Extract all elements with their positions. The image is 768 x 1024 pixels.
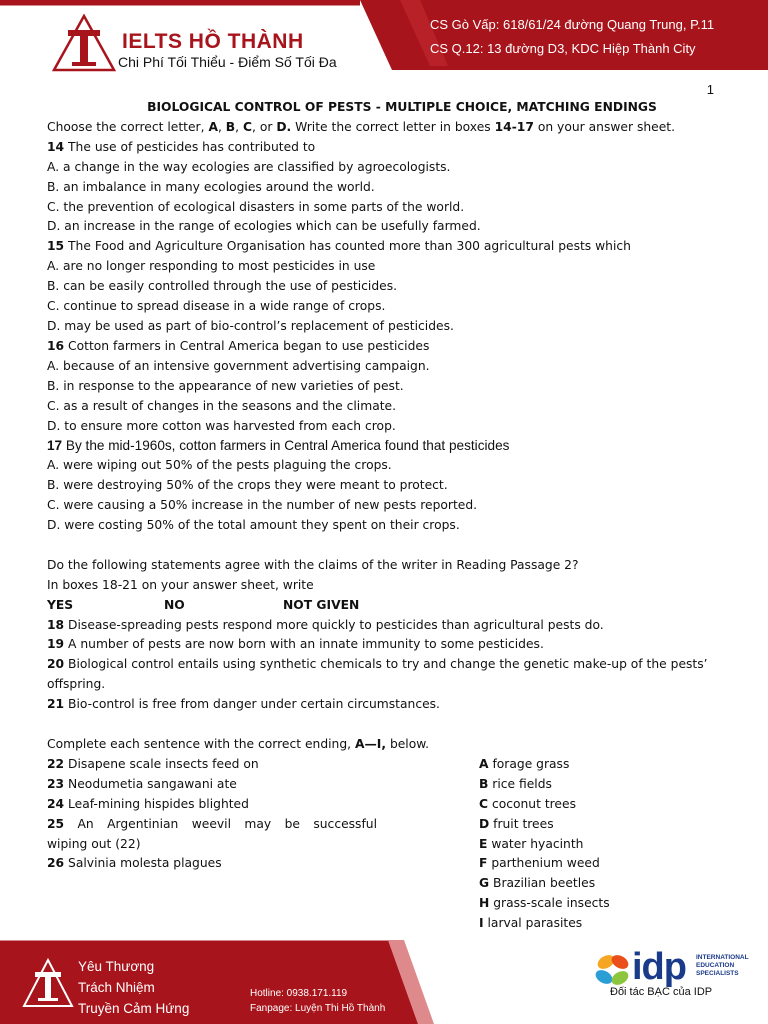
sentence-stems [47,755,377,874]
footer-mottos [78,956,189,1019]
question-stem [47,237,727,257]
stem-text: Disapene scale insects feed on [64,756,259,771]
footer-contact [250,986,385,1016]
answer-option: A. were wiping out 50% of the pests plaguing the crops. [47,458,392,473]
answer-option: A. are no longer responding to most pesticides in use [47,259,376,274]
idp-partner-text: Đối tác BẠC của IDP [610,986,713,998]
statement-text: Disease-spreading pests respond more quickly to pesticides than agricultural pests do. [64,617,604,632]
idp-sub-line: EDUCATION [696,962,735,969]
page-number: 1 [706,82,714,97]
stem-number: 25 [47,816,65,831]
address-q12: CS Q.12: 13 đường D3, KDC Hiệp Thành City [430,41,696,56]
instr-letter-d: D. [276,119,292,134]
brand-tagline: Chi Phí Tối Thiểu - Điểm Số Tối Đa [118,54,337,70]
instr-range: 14-17 [494,119,534,134]
fanpage: Fanpage: Luyện Thi Hồ Thành [250,1003,386,1014]
ending-letter: A [479,756,489,771]
statement-number: 18 [47,617,65,632]
ending-letter: B [479,776,489,791]
ending-text: grass-scale insects [489,896,610,911]
ending-text: water hyacinth [487,836,584,851]
sentence-stem-continued: wiping out (22) [47,836,141,851]
ending-option [479,755,699,775]
stem-number: 23 [47,776,65,791]
ending-text: larval parasites [483,916,583,931]
answer-option: D. an increase in the range of ecologies which can be usefully farmed. [47,219,481,234]
ending-letter: E [479,836,488,851]
ending-option [479,914,699,934]
instr-letter-a: A [208,119,218,134]
answer-option: B. in response to the appearance of new varieties of pest. [47,378,404,393]
instr-sep: , [217,119,226,134]
instr-range: A—I, [354,736,387,751]
sentence-stem [47,854,377,874]
ending-text: parthenium weed [487,856,600,871]
answer-option: C. continue to spread disease in a wide range of crops. [47,299,386,314]
choice-yes: YES [47,597,74,612]
ynng-instructions: Do the following statements agree with the claims of the writer in Reading Passage 2? [47,557,579,572]
question-stem [47,138,727,158]
motto-1: Yêu Thương [78,959,155,974]
ending-letter: I [479,916,484,931]
statement-number: 19 [47,637,65,652]
question-text: By the mid-1960s, cotton farmers in Central America found that pesticides [62,438,510,454]
statement-text: Bio-control is free from danger under certain circumstances. [64,697,440,712]
question-number: 16 [47,338,65,353]
instr-text: Choose the correct letter, [47,119,209,134]
idp-sub-line: INTERNATIONAL [696,954,749,961]
statement [47,616,727,636]
stem-text: Neodumetia sangawani ate [64,776,237,791]
statement-number: 21 [47,697,65,712]
sentence-endings [479,755,699,934]
page-header [0,0,768,78]
instr-text: below. [386,736,430,751]
idp-wordmark: idp [632,946,686,988]
question-number: 17 [47,438,63,454]
answer-option: D. were costing 50% of the total amount they spent on their crops. [47,518,460,533]
answer-option: C. were causing a 50% increase in the number of new pests reported. [47,498,478,513]
idp-flower-icon [592,950,632,990]
sentence-stem [47,775,377,795]
ending-text: rice fields [488,776,552,791]
ending-text: coconut trees [488,796,576,811]
sentence-stem [47,755,377,775]
instr-text: on your answer sheet. [533,119,675,134]
statement-number: 20 [47,657,65,672]
instr-sep: , [235,119,243,134]
footer-logo-icon [22,958,74,1010]
question-text: The use of pesticides has contributed to [64,139,316,154]
answer-option: A. a change in the way ecologies are classified by agroecologists. [47,159,451,174]
answer-option: A. because of an intensive government advertising campaign. [47,358,430,373]
ending-letter: F [479,856,488,871]
address-go-vap: CS Gò Vấp: 618/61/24 đường Quang Trung, P.11 [430,17,715,32]
hotline: Hotline: 0938.171.119 [250,988,348,999]
ending-text: forage grass [488,756,570,771]
matching-instructions [47,735,727,755]
motto-3: Truyền Cảm Hứng [78,1001,190,1016]
question-number: 15 [47,239,65,254]
ending-option [479,835,699,855]
answer-option: C. the prevention of ecological disasters in some parts of the world. [47,199,465,214]
answer-option: B. can be easily controlled through the use of pesticides. [47,279,398,294]
sentence-stem [47,815,377,835]
answer-option: B. an imbalance in many ecologies around the world. [47,179,375,194]
answer-option: B. were destroying 50% of the crops they were meant to protect. [47,478,448,493]
header-red-banner [0,0,768,78]
instr-text: Write the correct letter in boxes [291,119,495,134]
answer-option: D. may be used as part of bio-control’s replacement of pesticides. [47,318,454,333]
ending-letter: D [479,816,490,831]
instructions-mc [47,118,727,138]
ending-letter: C [479,796,489,811]
choice-no: NO [164,597,185,612]
ynng-choices [47,596,727,616]
stem-text: Leaf-mining hispides blighted [64,796,249,811]
ending-option [479,815,699,835]
ending-option [479,894,699,914]
stem-number: 22 [47,756,65,771]
matching-block [47,755,727,945]
choice-not-given: NOT GIVEN [283,597,360,612]
stem-number: 26 [47,856,65,871]
instr-sep: , or [252,119,277,134]
motto-2: Trách Nhiệm [78,980,155,995]
statement [47,635,727,655]
question-stem [47,337,727,357]
stem-text: An Argentinian weevil may be successful [64,816,377,831]
ending-letter: H [479,896,490,911]
question-text: Cotton farmers in Central America began to use pesticides [64,338,430,353]
stem-number: 24 [47,796,65,811]
ending-option [479,775,699,795]
sentence-stem [47,795,377,815]
question-number: 14 [47,139,65,154]
brand-name: IELTS HỒ THÀNH [122,30,304,53]
ending-text: fruit trees [489,816,554,831]
statement [47,695,727,715]
statement-text: Biological control entails using synthetic chemicals to try and change the genetic make-up of the pests’ offspring. [47,657,708,692]
ending-option [479,854,699,874]
ending-text: Brazilian beetles [489,876,596,891]
idp-subtitle [696,954,749,978]
page-footer [0,940,768,1024]
answer-option: D. to ensure more cotton was harvested from each crop. [47,418,396,433]
question-text: The Food and Agriculture Organisation has counted more than 300 agricultural pests which [64,239,631,254]
idp-sub-line: SPECIALISTS [696,970,739,977]
ending-option [479,874,699,894]
statement [47,655,727,695]
question-stem [47,436,727,456]
worksheet-title: BIOLOGICAL CONTROL OF PESTS - MULTIPLE CHOICE, MATCHING ENDINGS [147,100,657,114]
statement-text: A number of pests are now born with an innate immunity to some pesticides. [64,637,544,652]
worksheet-content [47,98,727,945]
instr-letter-c: C [243,119,253,134]
ending-letter: G [479,876,490,891]
ending-option [479,795,699,815]
instr-text: Complete each sentence with the correct ending, [47,736,355,751]
answer-option: C. as a result of changes in the seasons and the climate. [47,398,397,413]
instr-letter-b: B [225,119,236,134]
stem-text: Salvinia molesta plagues [64,856,222,871]
ynng-instructions: In boxes 18-21 on your answer sheet, write [47,577,314,592]
